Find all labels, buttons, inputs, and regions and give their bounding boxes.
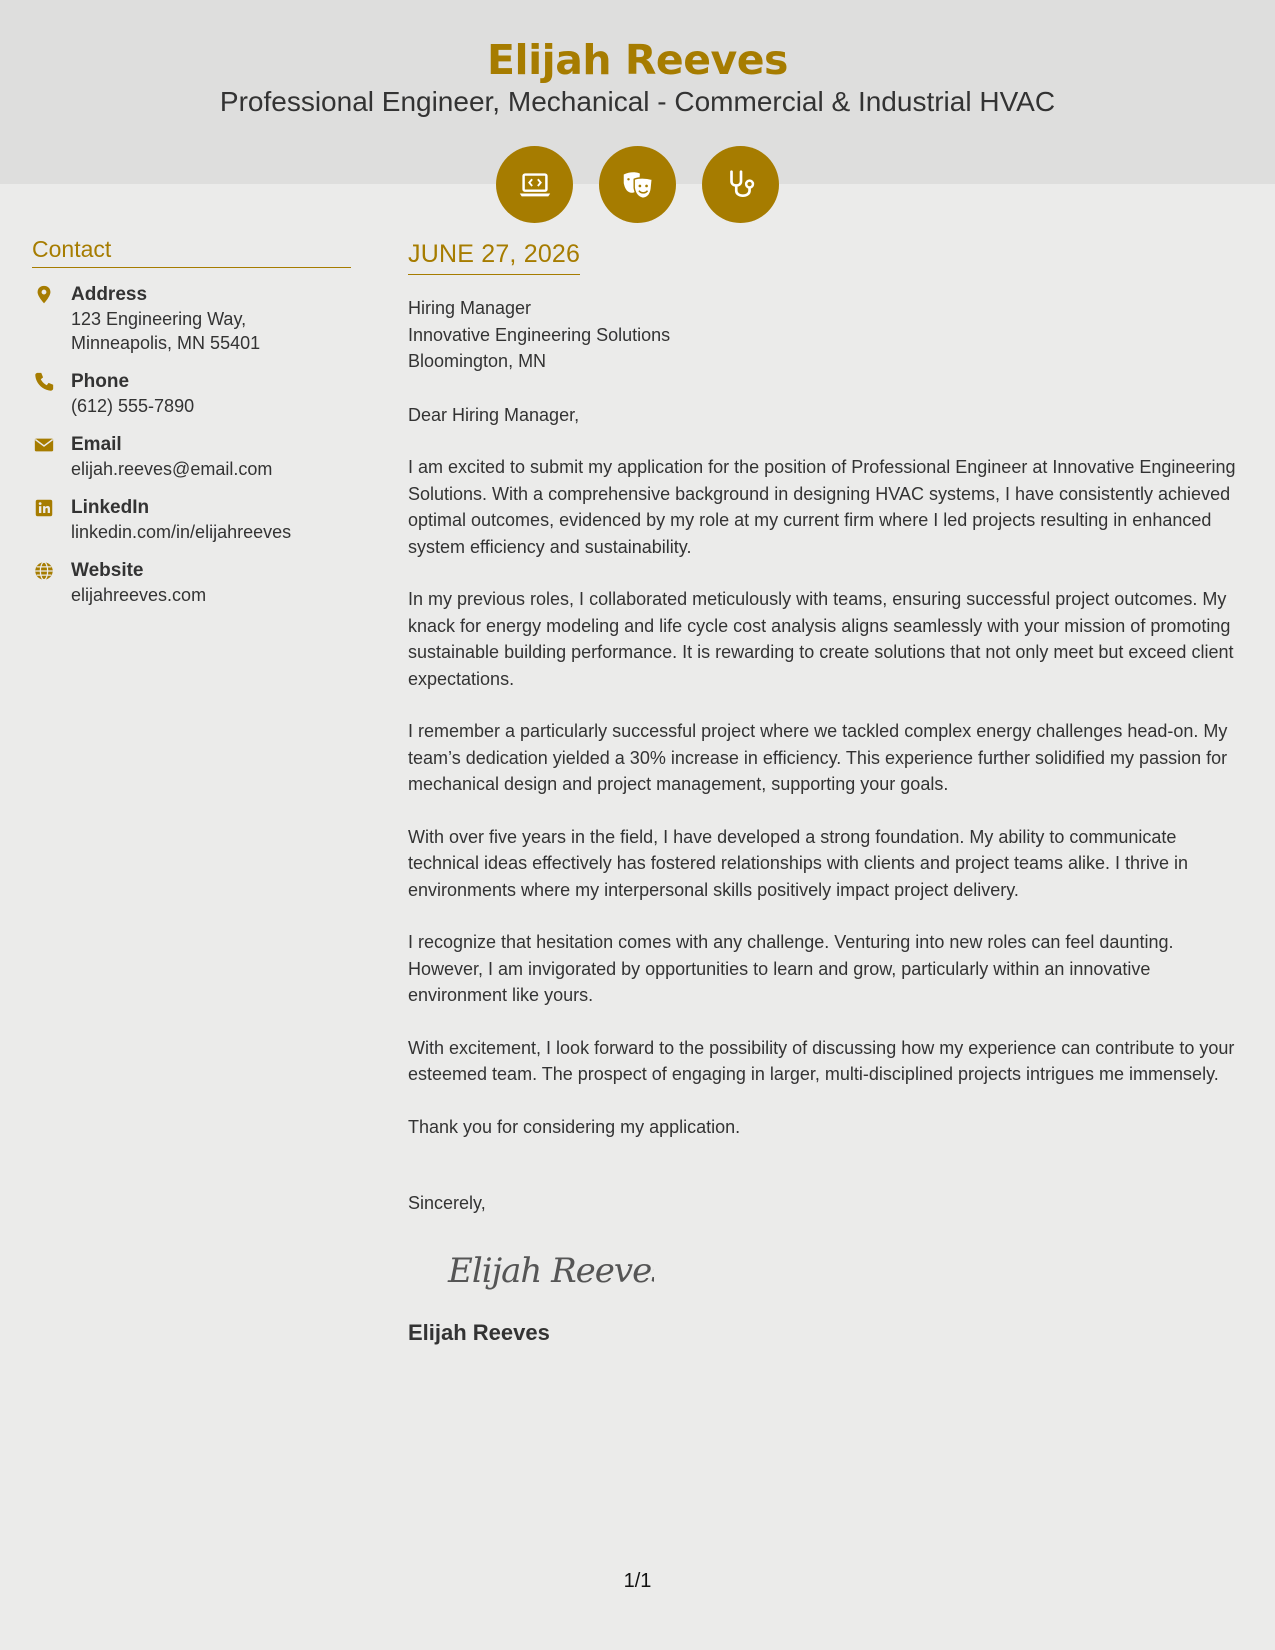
header-icons [496, 146, 779, 223]
theater-masks-icon [599, 146, 676, 223]
candidate-name: Elijah Reeves [487, 36, 788, 84]
linkedin-label: LinkedIn [71, 497, 150, 518]
website-value[interactable]: elijahreeves.com [71, 585, 207, 605]
stethoscope-icon [702, 146, 779, 223]
recipient-location: Bloomington, MN [408, 351, 547, 371]
website-label: Website [71, 560, 144, 581]
paragraph: Thank you for considering my application. [408, 1116, 741, 1137]
signature-text: Elijah Reeves [448, 1251, 654, 1291]
recipient-company: Innovative Engineering Solutions [408, 324, 671, 345]
page-number: 1/1 [623, 1570, 652, 1592]
recipient-name: Hiring Manager [408, 298, 532, 318]
contact-sidebar [32, 236, 351, 607]
recipient-block [408, 295, 1243, 375]
salutation: Dear Hiring Manager, [408, 404, 580, 425]
contact-address [32, 282, 351, 355]
map-pin-icon [32, 284, 56, 306]
signer-name: Elijah Reeves [408, 1320, 550, 1345]
paragraph: With over five years in the field, I have developed a strong foundation. My ability to communicate technical ideas effectively has fostered relationships with clients and project teams alike. I thrive in environments where my interpersonal skills positively impact project delivery. [408, 826, 1189, 900]
address-line-2: Minneapolis, MN 55401 [71, 333, 261, 353]
phone-value[interactable]: (612) 555-7890 [71, 396, 195, 416]
linkedin-value[interactable]: linkedin.com/in/elijahreeves [71, 522, 292, 542]
candidate-title: Professional Engineer, Mechanical - Commercial & Industrial HVAC [219, 86, 1056, 117]
contact-heading: Contact [32, 236, 351, 268]
paragraph: I am excited to submit my application for the position of Professional Engineer at Innovative Engineering Solutions. With a comprehensive background in designing HVAC systems, I have consistently achieved optimal outcomes, evidenced by my role at my current firm where I led projects resulting in enhanced system efficiency and sustainability. [408, 457, 1236, 557]
contact-phone [32, 369, 351, 418]
signature-image [444, 1240, 1243, 1300]
laptop-code-icon [496, 146, 573, 223]
email-value[interactable]: elijah.reeves@email.com [71, 459, 273, 479]
letter-date: JUNE 27, 2026 [408, 240, 580, 275]
paragraph: I remember a particularly successful project where we tackled complex energy challenges head-on. My team’s dedication yielded a 30% increase in efficiency. This experience further solidified my passion for mechanical design and project management, supporting your goals. [408, 721, 1228, 794]
envelope-icon [32, 434, 56, 456]
contact-email [32, 432, 351, 481]
email-label: Email [71, 434, 122, 455]
globe-icon [32, 560, 56, 582]
paragraph: I recognize that hesitation comes with any challenge. Venturing into new roles can feel daunting. However, I am invigorated by opportunities to learn and grow, particularly within an innovative environment like yours. [408, 932, 1174, 1005]
phone-icon [32, 371, 56, 393]
address-line-1: 123 Engineering Way, [71, 309, 247, 329]
paragraph: In my previous roles, I collaborated meticulously with teams, ensuring successful project outcomes. My knack for energy modeling and life cycle cost analysis aligns seamlessly with your mission of promoting sustainable building performance. It is rewarding to create solutions that not only meet but exceed client expectations. [408, 589, 1234, 689]
letter-body [408, 240, 1243, 1346]
contact-website [32, 558, 351, 607]
contact-linkedin [32, 495, 351, 544]
phone-label: Phone [71, 371, 130, 392]
closing: Sincerely, [408, 1193, 486, 1213]
linkedin-icon [32, 497, 56, 519]
address-label: Address [71, 284, 148, 305]
paragraph: With excitement, I look forward to the possibility of discussing how my experience can contribute to your esteemed team. The prospect of engaging in larger, multi-disciplined projects intrigues me immensely. [408, 1037, 1235, 1084]
